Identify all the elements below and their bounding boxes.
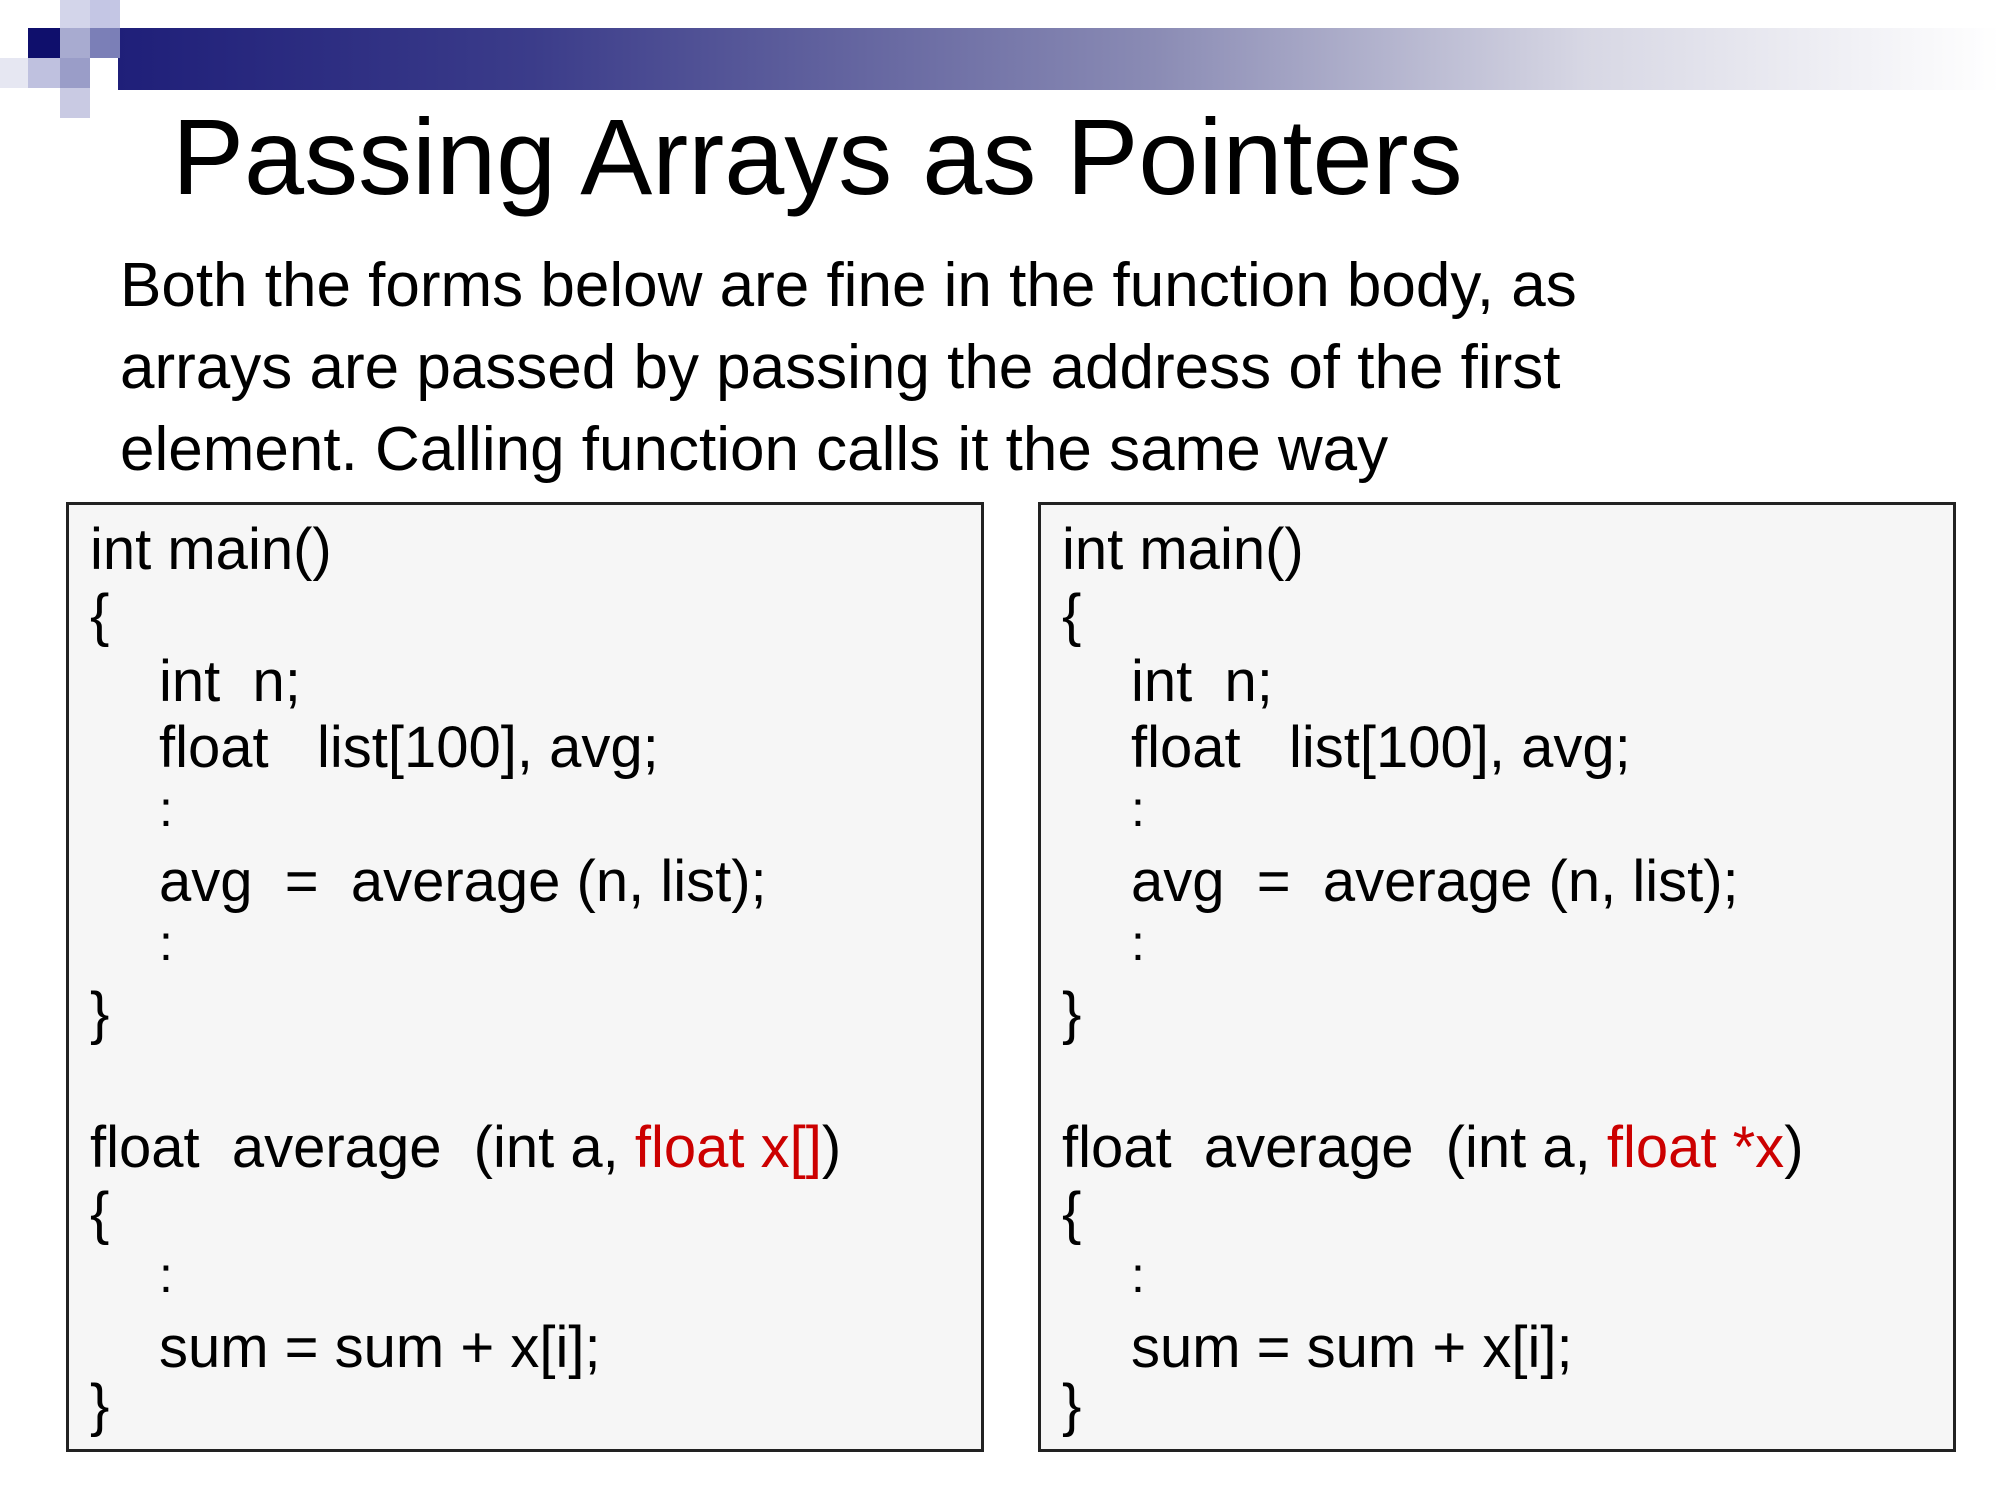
intro-paragraph — [120, 245, 1760, 491]
code-func-param-highlight: float *x — [1606, 1115, 1785, 1180]
header-square-decoration — [28, 58, 60, 88]
code-func-signature — [90, 1115, 841, 1181]
code-main-signature: int main() — [90, 517, 332, 582]
code-decl-float: float list[100], avg; — [159, 715, 659, 780]
header-square-decoration — [60, 58, 90, 90]
code-func-open-brace: { — [1062, 1181, 1082, 1246]
slide-title: Passing Arrays as Pointers — [172, 96, 1463, 217]
code-decl-int: int n; — [159, 649, 301, 714]
header-square-decoration — [60, 88, 90, 118]
code-ellipsis-dots: : — [1131, 1247, 1145, 1303]
code-open-brace: { — [1062, 583, 1082, 648]
code-main-signature: int main() — [1062, 517, 1304, 582]
header-square-decoration — [28, 28, 60, 58]
code-func-prefix: float average (int a, — [1062, 1115, 1607, 1180]
code-decl-int: int n; — [1131, 649, 1273, 714]
code-box-array-form — [66, 502, 984, 1452]
code-func-close-brace: } — [1062, 1373, 1082, 1438]
code-func-signature — [1062, 1115, 1804, 1181]
header-square-decoration — [90, 0, 120, 28]
code-ellipsis-dots: : — [1131, 781, 1145, 837]
code-decl-float: float list[100], avg; — [1131, 715, 1631, 780]
code-func-suffix: ) — [1784, 1115, 1804, 1180]
code-box-pointer-form — [1038, 502, 1956, 1452]
code-func-param-highlight: float x[] — [634, 1115, 822, 1180]
code-ellipsis-dots: : — [159, 781, 173, 837]
code-ellipsis-dots: : — [159, 915, 173, 971]
code-call-line: avg = average (n, list); — [159, 849, 767, 914]
header-square-decoration — [60, 0, 90, 28]
intro-line: element. Calling function calls it the same way — [120, 415, 1389, 484]
header-square-decoration — [60, 28, 90, 58]
code-close-brace: } — [1062, 981, 1082, 1046]
header-square-decoration — [0, 58, 28, 88]
code-func-suffix: ) — [821, 1115, 842, 1180]
code-sum-line: sum = sum + x[i]; — [1131, 1315, 1573, 1380]
code-ellipsis-dots: : — [159, 1247, 173, 1303]
code-func-close-brace: } — [90, 1373, 110, 1438]
code-call-line: avg = average (n, list); — [1131, 849, 1739, 914]
code-ellipsis-dots: : — [1131, 915, 1145, 971]
intro-line: Both the forms below are fine in the function body, as — [120, 251, 1577, 320]
header-square-decoration — [90, 28, 120, 58]
intro-line: arrays are passed by passing the address of the first — [120, 333, 1561, 402]
code-close-brace: } — [90, 981, 110, 1046]
header-gradient-bar — [118, 28, 2000, 90]
code-sum-line: sum = sum + x[i]; — [159, 1315, 601, 1380]
code-func-prefix: float average (int a, — [90, 1115, 635, 1180]
code-func-open-brace: { — [90, 1181, 110, 1246]
code-open-brace: { — [90, 583, 110, 648]
